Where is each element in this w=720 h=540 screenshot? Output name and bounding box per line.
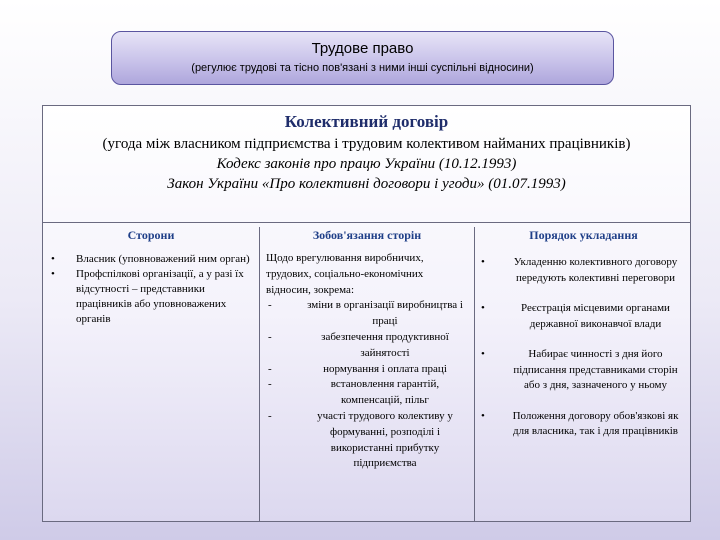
list-item — [266, 330, 470, 362]
list-item-text: забезпечення продуктивної зайнятості — [321, 330, 449, 359]
collective-agreements-law-reference: Закон України «Про колективні договори і угоди» (01.07.1993) — [167, 176, 566, 192]
list-item — [475, 255, 692, 286]
list-item — [266, 409, 470, 472]
obligations-list — [266, 298, 470, 472]
obligations-column — [259, 227, 475, 521]
list-item-text: Профспілкові організації, а у разі їх відсутності – представники працівників або уповноважених органів — [76, 268, 244, 325]
list-item-text: нормування і оплата праці — [323, 362, 447, 375]
parties-list — [43, 252, 259, 327]
bullet-icon: • — [51, 253, 55, 265]
bullet-icon: • — [481, 302, 485, 314]
obligations-text — [260, 251, 474, 472]
obligations-header: Зобов'язання сторін — [312, 228, 422, 242]
procedure-column — [475, 227, 692, 521]
dash-icon: - — [268, 330, 272, 343]
header-divider — [43, 222, 690, 223]
list-item — [266, 377, 470, 409]
list-item-text: Укладенню колективного договору передують колективні переговори — [513, 256, 678, 284]
list-item — [266, 362, 470, 378]
list-item — [475, 409, 692, 440]
dash-icon: - — [268, 362, 272, 375]
list-item — [475, 347, 692, 394]
list-item — [43, 267, 259, 327]
page-title: Трудове право — [311, 40, 414, 57]
obligations-intro: Щодо врегулювання виробничих, трудових, соціально-економічних відносин, зокрема: — [266, 252, 424, 296]
bullet-icon: • — [481, 348, 485, 360]
labor-code-reference: Кодекс законів про працю України (10.12.1993) — [216, 156, 517, 172]
agreement-title: Колективний договір — [284, 112, 449, 131]
page-subtitle: (регулює трудові та тісно пов'язані з ними інші суспільні відносини) — [191, 62, 534, 74]
agreement-header — [43, 112, 690, 194]
parties-column — [43, 227, 259, 521]
parties-header: Сторони — [127, 228, 175, 242]
list-item — [266, 298, 470, 330]
procedure-header: Порядок укладання — [529, 228, 638, 242]
list-item-text: встановлення гарантій, компенсацій, пільг — [330, 378, 440, 407]
list-item-text: зміни в організації виробництва і праці — [307, 299, 463, 328]
list-item-text: Власник (уповноважений ним орган) — [76, 253, 250, 265]
list-item — [43, 252, 259, 267]
bullet-icon: • — [481, 409, 485, 422]
bullet-icon: • — [481, 256, 485, 268]
list-item — [475, 301, 692, 332]
title-box — [111, 31, 614, 85]
list-item-text: Набирає чинності з дня його підписання представниками сторін або з дня, зазначеного у ньому — [513, 348, 678, 391]
bullet-icon: • — [51, 268, 55, 280]
agreement-definition: (угода між власником підприємства і трудовим колективом найманих працівників) — [102, 136, 631, 152]
procedure-list — [475, 255, 692, 440]
dash-icon: - — [268, 299, 272, 312]
dash-icon: - — [268, 409, 272, 422]
list-item-text: участі трудового колективу у формуванні, розподілі і використанні прибутку підприємства — [317, 409, 453, 470]
dash-icon: - — [268, 378, 272, 391]
list-item-text: Реєстрація місцевими органами державної виконавчої влади — [521, 302, 670, 330]
collective-agreement-box — [42, 105, 691, 522]
list-item-text: Положення договору обов'язкові як для власника, так і для працівників — [512, 409, 679, 437]
